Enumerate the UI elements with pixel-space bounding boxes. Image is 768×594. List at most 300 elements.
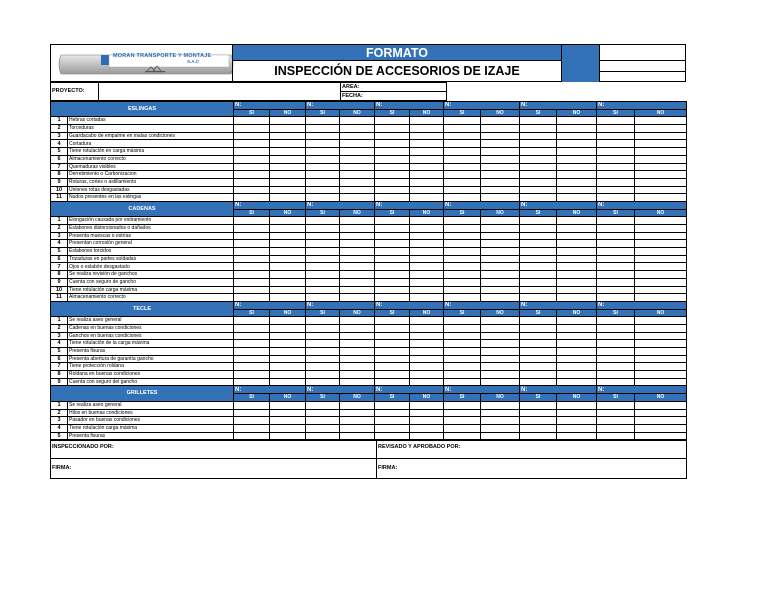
no-check-cell[interactable]: [270, 178, 306, 186]
si-check-cell[interactable]: [597, 363, 635, 371]
equipment-number-label[interactable]: N:: [234, 301, 306, 309]
equipment-number-label[interactable]: N:: [306, 386, 375, 394]
si-check-cell[interactable]: [306, 432, 340, 440]
no-check-cell[interactable]: [635, 148, 687, 156]
si-check-cell[interactable]: [375, 409, 410, 417]
si-check-cell[interactable]: [375, 225, 410, 233]
no-check-cell[interactable]: [481, 125, 520, 133]
no-check-cell[interactable]: [557, 355, 597, 363]
no-check-cell[interactable]: [481, 417, 520, 425]
si-check-cell[interactable]: [520, 140, 557, 148]
no-check-cell[interactable]: [410, 163, 444, 171]
si-check-cell[interactable]: [520, 240, 557, 248]
no-check-cell[interactable]: [557, 263, 597, 271]
si-check-cell[interactable]: [306, 248, 340, 256]
no-check-cell[interactable]: [481, 117, 520, 125]
no-check-cell[interactable]: [635, 163, 687, 171]
no-check-cell[interactable]: [481, 409, 520, 417]
no-check-cell[interactable]: [557, 194, 597, 202]
no-check-cell[interactable]: [410, 348, 444, 356]
no-check-cell[interactable]: [270, 225, 306, 233]
si-check-cell[interactable]: [375, 163, 410, 171]
si-check-cell[interactable]: [597, 240, 635, 248]
no-check-cell[interactable]: [270, 271, 306, 279]
si-check-cell[interactable]: [444, 232, 481, 240]
equipment-number-label[interactable]: N:: [520, 102, 597, 110]
no-check-cell[interactable]: [635, 217, 687, 225]
no-check-cell[interactable]: [340, 263, 375, 271]
no-check-cell[interactable]: [410, 363, 444, 371]
no-check-cell[interactable]: [635, 232, 687, 240]
si-check-cell[interactable]: [375, 140, 410, 148]
si-check-cell[interactable]: [234, 132, 270, 140]
no-check-cell[interactable]: [481, 240, 520, 248]
si-check-cell[interactable]: [597, 424, 635, 432]
no-check-cell[interactable]: [635, 401, 687, 409]
si-check-cell[interactable]: [520, 324, 557, 332]
si-check-cell[interactable]: [597, 117, 635, 125]
si-check-cell[interactable]: [444, 363, 481, 371]
no-check-cell[interactable]: [481, 324, 520, 332]
no-check-cell[interactable]: [481, 340, 520, 348]
no-check-cell[interactable]: [481, 294, 520, 302]
si-check-cell[interactable]: [306, 155, 340, 163]
si-check-cell[interactable]: [444, 286, 481, 294]
no-check-cell[interactable]: [635, 155, 687, 163]
no-check-cell[interactable]: [481, 178, 520, 186]
no-check-cell[interactable]: [557, 401, 597, 409]
si-check-cell[interactable]: [444, 217, 481, 225]
si-check-cell[interactable]: [520, 163, 557, 171]
no-check-cell[interactable]: [340, 163, 375, 171]
no-check-cell[interactable]: [270, 155, 306, 163]
si-check-cell[interactable]: [375, 132, 410, 140]
project-field[interactable]: [99, 83, 341, 101]
equipment-number-label[interactable]: N:: [597, 386, 687, 394]
si-check-cell[interactable]: [306, 332, 340, 340]
no-check-cell[interactable]: [410, 248, 444, 256]
no-check-cell[interactable]: [635, 271, 687, 279]
si-check-cell[interactable]: [375, 117, 410, 125]
si-check-cell[interactable]: [306, 186, 340, 194]
no-check-cell[interactable]: [270, 409, 306, 417]
no-check-cell[interactable]: [340, 155, 375, 163]
si-check-cell[interactable]: [520, 401, 557, 409]
si-check-cell[interactable]: [597, 225, 635, 233]
no-check-cell[interactable]: [557, 294, 597, 302]
no-check-cell[interactable]: [481, 355, 520, 363]
no-check-cell[interactable]: [340, 255, 375, 263]
no-check-cell[interactable]: [481, 171, 520, 179]
si-check-cell[interactable]: [597, 155, 635, 163]
si-check-cell[interactable]: [234, 317, 270, 325]
si-check-cell[interactable]: [444, 324, 481, 332]
si-check-cell[interactable]: [444, 409, 481, 417]
si-check-cell[interactable]: [375, 248, 410, 256]
no-check-cell[interactable]: [557, 378, 597, 386]
no-check-cell[interactable]: [557, 178, 597, 186]
no-check-cell[interactable]: [557, 340, 597, 348]
si-check-cell[interactable]: [234, 125, 270, 133]
si-check-cell[interactable]: [375, 348, 410, 356]
no-check-cell[interactable]: [340, 417, 375, 425]
no-check-cell[interactable]: [557, 232, 597, 240]
si-check-cell[interactable]: [234, 340, 270, 348]
no-check-cell[interactable]: [270, 324, 306, 332]
no-check-cell[interactable]: [481, 424, 520, 432]
si-check-cell[interactable]: [375, 194, 410, 202]
no-check-cell[interactable]: [410, 232, 444, 240]
no-check-cell[interactable]: [340, 432, 375, 440]
si-check-cell[interactable]: [520, 117, 557, 125]
equipment-number-label[interactable]: N:: [375, 201, 444, 209]
no-check-cell[interactable]: [410, 317, 444, 325]
si-check-cell[interactable]: [306, 355, 340, 363]
si-check-cell[interactable]: [375, 355, 410, 363]
no-check-cell[interactable]: [410, 340, 444, 348]
si-check-cell[interactable]: [375, 155, 410, 163]
si-check-cell[interactable]: [520, 348, 557, 356]
si-check-cell[interactable]: [444, 263, 481, 271]
si-check-cell[interactable]: [375, 332, 410, 340]
si-check-cell[interactable]: [306, 178, 340, 186]
si-check-cell[interactable]: [306, 278, 340, 286]
no-check-cell[interactable]: [270, 125, 306, 133]
no-check-cell[interactable]: [557, 324, 597, 332]
no-check-cell[interactable]: [557, 217, 597, 225]
si-check-cell[interactable]: [597, 178, 635, 186]
si-check-cell[interactable]: [597, 217, 635, 225]
si-check-cell[interactable]: [306, 348, 340, 356]
si-check-cell[interactable]: [597, 125, 635, 133]
equipment-number-label[interactable]: N:: [444, 201, 520, 209]
si-check-cell[interactable]: [234, 163, 270, 171]
si-check-cell[interactable]: [520, 271, 557, 279]
equipment-number-label[interactable]: N:: [234, 201, 306, 209]
no-check-cell[interactable]: [410, 355, 444, 363]
si-check-cell[interactable]: [444, 417, 481, 425]
si-check-cell[interactable]: [520, 409, 557, 417]
si-check-cell[interactable]: [444, 240, 481, 248]
no-check-cell[interactable]: [557, 271, 597, 279]
si-check-cell[interactable]: [375, 255, 410, 263]
si-check-cell[interactable]: [444, 155, 481, 163]
equipment-number-label[interactable]: N:: [234, 102, 306, 110]
si-check-cell[interactable]: [306, 286, 340, 294]
si-check-cell[interactable]: [520, 363, 557, 371]
si-check-cell[interactable]: [306, 294, 340, 302]
equipment-number-label[interactable]: N:: [375, 386, 444, 394]
si-check-cell[interactable]: [306, 424, 340, 432]
no-check-cell[interactable]: [410, 117, 444, 125]
si-check-cell[interactable]: [306, 171, 340, 179]
si-check-cell[interactable]: [234, 117, 270, 125]
si-check-cell[interactable]: [306, 417, 340, 425]
si-check-cell[interactable]: [234, 332, 270, 340]
no-check-cell[interactable]: [557, 278, 597, 286]
si-check-cell[interactable]: [306, 125, 340, 133]
si-check-cell[interactable]: [234, 140, 270, 148]
si-check-cell[interactable]: [444, 225, 481, 233]
no-check-cell[interactable]: [340, 355, 375, 363]
si-check-cell[interactable]: [306, 263, 340, 271]
si-check-cell[interactable]: [234, 371, 270, 379]
no-check-cell[interactable]: [481, 348, 520, 356]
no-check-cell[interactable]: [410, 401, 444, 409]
si-check-cell[interactable]: [520, 171, 557, 179]
no-check-cell[interactable]: [340, 409, 375, 417]
no-check-cell[interactable]: [557, 155, 597, 163]
si-check-cell[interactable]: [444, 163, 481, 171]
no-check-cell[interactable]: [481, 163, 520, 171]
si-check-cell[interactable]: [597, 232, 635, 240]
no-check-cell[interactable]: [410, 324, 444, 332]
no-check-cell[interactable]: [410, 140, 444, 148]
si-check-cell[interactable]: [234, 348, 270, 356]
no-check-cell[interactable]: [340, 378, 375, 386]
si-check-cell[interactable]: [597, 171, 635, 179]
no-check-cell[interactable]: [635, 417, 687, 425]
no-check-cell[interactable]: [340, 371, 375, 379]
si-check-cell[interactable]: [520, 378, 557, 386]
equipment-number-label[interactable]: N:: [520, 386, 597, 394]
si-check-cell[interactable]: [375, 363, 410, 371]
no-check-cell[interactable]: [635, 409, 687, 417]
no-check-cell[interactable]: [270, 132, 306, 140]
no-check-cell[interactable]: [481, 140, 520, 148]
no-check-cell[interactable]: [270, 432, 306, 440]
signature-left-label[interactable]: FIRMA:: [51, 459, 377, 479]
no-check-cell[interactable]: [635, 340, 687, 348]
si-check-cell[interactable]: [597, 271, 635, 279]
no-check-cell[interactable]: [557, 432, 597, 440]
no-check-cell[interactable]: [340, 363, 375, 371]
no-check-cell[interactable]: [410, 294, 444, 302]
si-check-cell[interactable]: [520, 178, 557, 186]
no-check-cell[interactable]: [635, 294, 687, 302]
si-check-cell[interactable]: [520, 286, 557, 294]
si-check-cell[interactable]: [234, 363, 270, 371]
no-check-cell[interactable]: [270, 317, 306, 325]
si-check-cell[interactable]: [375, 317, 410, 325]
si-check-cell[interactable]: [597, 148, 635, 156]
no-check-cell[interactable]: [557, 248, 597, 256]
no-check-cell[interactable]: [410, 432, 444, 440]
equipment-number-label[interactable]: N:: [444, 301, 520, 309]
no-check-cell[interactable]: [557, 332, 597, 340]
no-check-cell[interactable]: [340, 240, 375, 248]
no-check-cell[interactable]: [410, 424, 444, 432]
si-check-cell[interactable]: [520, 432, 557, 440]
no-check-cell[interactable]: [635, 263, 687, 271]
no-check-cell[interactable]: [635, 117, 687, 125]
si-check-cell[interactable]: [234, 424, 270, 432]
no-check-cell[interactable]: [340, 248, 375, 256]
si-check-cell[interactable]: [444, 278, 481, 286]
no-check-cell[interactable]: [557, 363, 597, 371]
no-check-cell[interactable]: [270, 217, 306, 225]
si-check-cell[interactable]: [234, 171, 270, 179]
no-check-cell[interactable]: [340, 171, 375, 179]
equipment-number-label[interactable]: N:: [597, 102, 687, 110]
si-check-cell[interactable]: [306, 317, 340, 325]
no-check-cell[interactable]: [481, 148, 520, 156]
si-check-cell[interactable]: [597, 432, 635, 440]
equipment-number-label[interactable]: N:: [375, 102, 444, 110]
equipment-number-label[interactable]: N:: [520, 201, 597, 209]
si-check-cell[interactable]: [234, 225, 270, 233]
no-check-cell[interactable]: [340, 132, 375, 140]
si-check-cell[interactable]: [520, 424, 557, 432]
equipment-number-label[interactable]: N:: [375, 301, 444, 309]
no-check-cell[interactable]: [410, 225, 444, 233]
si-check-cell[interactable]: [375, 240, 410, 248]
no-check-cell[interactable]: [340, 294, 375, 302]
si-check-cell[interactable]: [234, 432, 270, 440]
si-check-cell[interactable]: [597, 317, 635, 325]
no-check-cell[interactable]: [270, 340, 306, 348]
si-check-cell[interactable]: [520, 294, 557, 302]
no-check-cell[interactable]: [270, 332, 306, 340]
no-check-cell[interactable]: [635, 248, 687, 256]
si-check-cell[interactable]: [597, 248, 635, 256]
si-check-cell[interactable]: [597, 409, 635, 417]
si-check-cell[interactable]: [444, 132, 481, 140]
no-check-cell[interactable]: [635, 132, 687, 140]
no-check-cell[interactable]: [410, 171, 444, 179]
si-check-cell[interactable]: [597, 401, 635, 409]
no-check-cell[interactable]: [635, 140, 687, 148]
si-check-cell[interactable]: [597, 286, 635, 294]
si-check-cell[interactable]: [444, 294, 481, 302]
si-check-cell[interactable]: [306, 132, 340, 140]
no-check-cell[interactable]: [481, 317, 520, 325]
si-check-cell[interactable]: [234, 194, 270, 202]
inspected-by-label[interactable]: INSPECCIONADO POR:: [51, 441, 377, 459]
si-check-cell[interactable]: [444, 401, 481, 409]
no-check-cell[interactable]: [340, 194, 375, 202]
equipment-number-label[interactable]: N:: [234, 386, 306, 394]
si-check-cell[interactable]: [306, 163, 340, 171]
si-check-cell[interactable]: [306, 148, 340, 156]
no-check-cell[interactable]: [270, 363, 306, 371]
no-check-cell[interactable]: [410, 255, 444, 263]
no-check-cell[interactable]: [340, 286, 375, 294]
si-check-cell[interactable]: [306, 117, 340, 125]
no-check-cell[interactable]: [557, 317, 597, 325]
no-check-cell[interactable]: [481, 155, 520, 163]
no-check-cell[interactable]: [557, 132, 597, 140]
no-check-cell[interactable]: [340, 278, 375, 286]
equipment-number-label[interactable]: N:: [306, 102, 375, 110]
si-check-cell[interactable]: [520, 186, 557, 194]
equipment-number-label[interactable]: N:: [597, 301, 687, 309]
no-check-cell[interactable]: [410, 286, 444, 294]
si-check-cell[interactable]: [597, 332, 635, 340]
no-check-cell[interactable]: [270, 171, 306, 179]
si-check-cell[interactable]: [520, 125, 557, 133]
si-check-cell[interactable]: [597, 263, 635, 271]
si-check-cell[interactable]: [444, 140, 481, 148]
si-check-cell[interactable]: [520, 278, 557, 286]
no-check-cell[interactable]: [557, 125, 597, 133]
no-check-cell[interactable]: [557, 163, 597, 171]
si-check-cell[interactable]: [597, 255, 635, 263]
no-check-cell[interactable]: [635, 348, 687, 356]
si-check-cell[interactable]: [444, 355, 481, 363]
no-check-cell[interactable]: [481, 248, 520, 256]
si-check-cell[interactable]: [444, 317, 481, 325]
si-check-cell[interactable]: [375, 178, 410, 186]
no-check-cell[interactable]: [340, 348, 375, 356]
no-check-cell[interactable]: [340, 148, 375, 156]
no-check-cell[interactable]: [557, 148, 597, 156]
si-check-cell[interactable]: [444, 371, 481, 379]
no-check-cell[interactable]: [410, 278, 444, 286]
no-check-cell[interactable]: [557, 171, 597, 179]
si-check-cell[interactable]: [520, 371, 557, 379]
si-check-cell[interactable]: [375, 324, 410, 332]
no-check-cell[interactable]: [557, 417, 597, 425]
no-check-cell[interactable]: [557, 255, 597, 263]
si-check-cell[interactable]: [597, 294, 635, 302]
no-check-cell[interactable]: [270, 255, 306, 263]
no-check-cell[interactable]: [410, 194, 444, 202]
si-check-cell[interactable]: [597, 140, 635, 148]
si-check-cell[interactable]: [520, 155, 557, 163]
no-check-cell[interactable]: [635, 225, 687, 233]
si-check-cell[interactable]: [597, 186, 635, 194]
si-check-cell[interactable]: [234, 378, 270, 386]
si-check-cell[interactable]: [520, 317, 557, 325]
no-check-cell[interactable]: [635, 378, 687, 386]
si-check-cell[interactable]: [597, 417, 635, 425]
si-check-cell[interactable]: [234, 155, 270, 163]
si-check-cell[interactable]: [234, 148, 270, 156]
si-check-cell[interactable]: [375, 340, 410, 348]
no-check-cell[interactable]: [635, 194, 687, 202]
no-check-cell[interactable]: [481, 232, 520, 240]
no-check-cell[interactable]: [270, 148, 306, 156]
si-check-cell[interactable]: [375, 171, 410, 179]
si-check-cell[interactable]: [375, 286, 410, 294]
no-check-cell[interactable]: [410, 409, 444, 417]
si-check-cell[interactable]: [444, 248, 481, 256]
no-check-cell[interactable]: [635, 178, 687, 186]
si-check-cell[interactable]: [234, 232, 270, 240]
si-check-cell[interactable]: [375, 424, 410, 432]
area-field[interactable]: [447, 83, 687, 92]
no-check-cell[interactable]: [270, 355, 306, 363]
no-check-cell[interactable]: [635, 424, 687, 432]
si-check-cell[interactable]: [306, 255, 340, 263]
no-check-cell[interactable]: [635, 332, 687, 340]
no-check-cell[interactable]: [270, 194, 306, 202]
no-check-cell[interactable]: [340, 232, 375, 240]
si-check-cell[interactable]: [444, 178, 481, 186]
si-check-cell[interactable]: [597, 378, 635, 386]
si-check-cell[interactable]: [306, 240, 340, 248]
si-check-cell[interactable]: [520, 132, 557, 140]
si-check-cell[interactable]: [597, 355, 635, 363]
si-check-cell[interactable]: [234, 409, 270, 417]
si-check-cell[interactable]: [234, 355, 270, 363]
si-check-cell[interactable]: [520, 217, 557, 225]
no-check-cell[interactable]: [410, 240, 444, 248]
no-check-cell[interactable]: [270, 186, 306, 194]
si-check-cell[interactable]: [234, 255, 270, 263]
no-check-cell[interactable]: [635, 240, 687, 248]
